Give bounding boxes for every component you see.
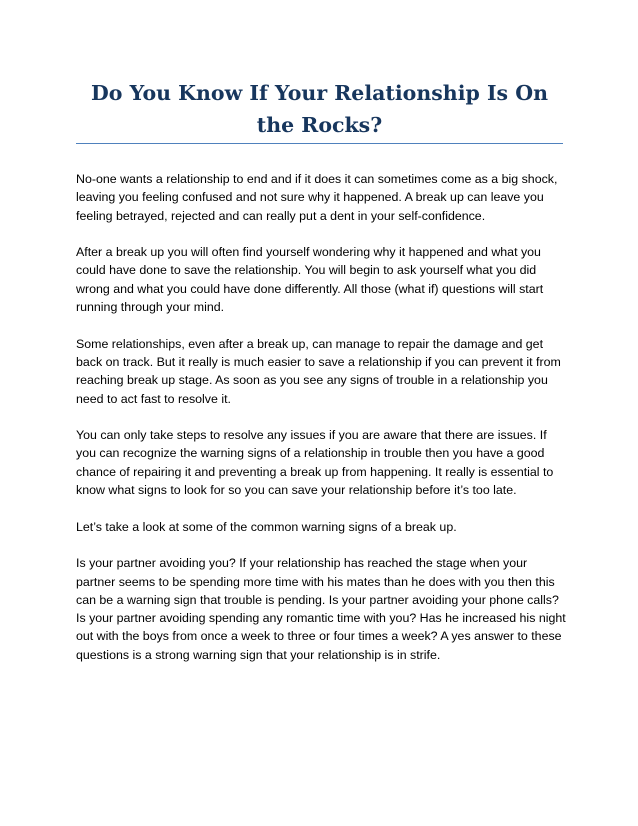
paragraph-after-break-up: After a break up you will often find yourself wondering why it happened and what you could have done to save the relationship. You will begin to ask yourself what you did wrong and what you could have done differently. All those (what if) questions will start running through your mind. [76,245,544,315]
article-body [76,170,568,682]
paragraph-repair: Some relationships, even after a break up, can manage to repair the damage and get back on track. But it really is much easier to save a relationship if you can prevent it from reaching break up stage. As soon as you see any signs of trouble in a relationship you need to act fast to resolve it. [76,336,561,406]
page-title: Do You Know If Your Relationship Is On the Rocks? [91,81,548,137]
title-divider [76,143,563,144]
paragraph-avoiding: Is your partner avoiding you? If your relationship has reached the stage when your partner seems to be spending more time with his mates than he does with you then this can be a warning sign that trouble is pending. Is your partner avoiding your phone calls? Is your partner avoiding spending any romantic time with you? Has he increased his night out with the boys from once a week to three or four times a week? A yes answer to these questions is a strong warning sign that your relationship is in strife. [76,556,566,662]
paragraph-warning-signs: You can only take steps to resolve any issues if you are aware that there are issues. If you can recognize the warning signs of a relationship in trouble then you have a good chance of repairing it and preventing a break up from happening. It really is essential to know what signs to look for so you can save your relationship before it’s too late. [76,428,554,498]
paragraph-intro: No-one wants a relationship to end and if it does it can sometimes come as a big shock, leaving you feeling confused and not sure why it happened. A break up can leave you feeling betrayed, rejected and can really put a dent in your self-confidence. [76,172,558,223]
paragraph-common-signs: Let’s take a look at some of the common warning signs of a break up. [76,519,457,534]
